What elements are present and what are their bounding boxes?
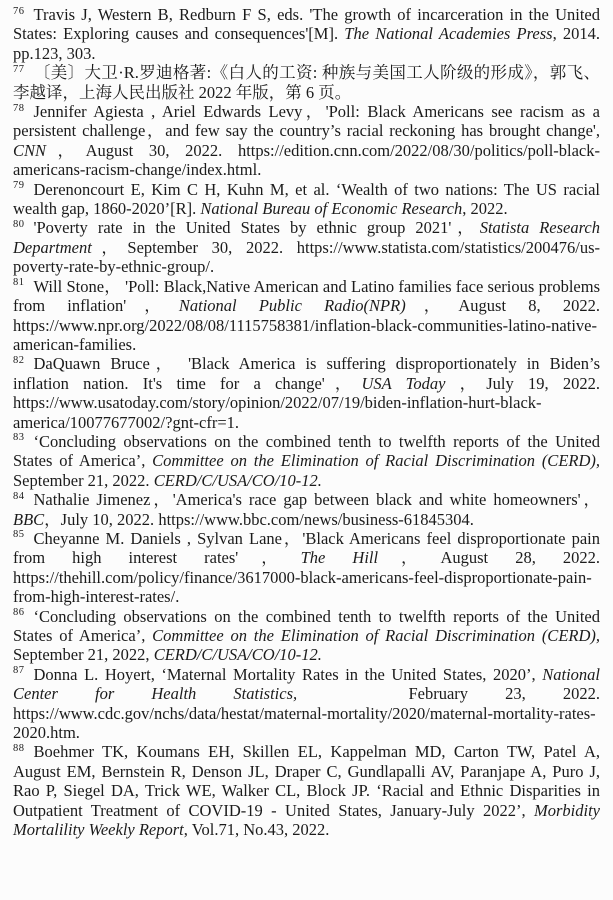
footnote-number: 83 [13,432,25,444]
footnote-source-name: CERD/C/USA/CO/10-12. [153,470,322,490]
footnote-text-segment: Derenoncourt E, Kim C H, Kuhn M, et al. ‘Wealth of two nations: The US racial wealth gap, 1860-2020’[R]. [13,179,600,219]
footnote-source-name: The Hill [300,548,379,568]
footnote-number: 87 [13,665,25,677]
footnote-item [13,102,600,180]
footnote-text [13,63,600,101]
footnote-text [13,277,600,354]
footnote-text-segment: ，August 28, 2022. [378,548,601,568]
footnote-source-name: Morbidity Mortalility Weekly Report [13,800,600,840]
footnote-number: 86 [13,607,25,619]
footnote-url: https://www.bbc.com/news/business-61845304. [158,509,474,529]
footnote-number: 79 [13,180,25,192]
footnote-text [13,218,600,276]
footnote-text [13,5,600,63]
footnote-text [13,607,600,665]
footnote-source-name: Committee on the Elimination of Racial Discrimination (CERD), [152,451,601,471]
footnote-source-name: National Public Radio(NPR) [178,296,406,316]
footnote-url: https://www.statista.com/statistics/200476/us-poverty-rate-by-ethnic-group/. [13,237,600,277]
footnote-number: 84 [13,490,25,502]
footnote-text-segment: , 2014. pp.123, 303. [13,24,601,63]
footnote-text [13,354,600,431]
footnote-text-segment: Travis J, Western B, Redburn F S, eds. 'The growth of incarceration in the United States: Exploring causes and consequences'[M]. [13,5,600,44]
footnote-text-segment: , 2022. [462,199,508,219]
footnote-text-segment: ，September 30, 2022. [91,237,297,257]
footnote-text-segment: Boehmer TK, Koumans EH, Skillen EL, Kappelman MD, Carton TW, Patel A, August EM, Bernstein R, Denson JL, Draper C, Gundlapalli AV, Paranjape A, Puro J, Rao P, Siegel DA, Trick WE, Walker CL, Block JP. ‘Racial and Ethnic Disparities in Outpatient Treatment of COVID-19 - United States, January-July 2022’, [13,742,600,820]
footnote-number: 77 [13,63,25,75]
footnote-item [13,665,600,743]
footnote-text-segment: Nathalie Jimenez，'America's race gap between black and white homeowners'， [33,490,600,510]
footnote-source-name: Committee on the Elimination of Racial Discrimination (CERD), [152,626,601,645]
footnote-text [13,742,600,839]
footnote-text-segment: Will Stone， 'Poll: Black,Native American and Latino families face serious problems from inflation'， [13,276,600,316]
footnote-number: 85 [13,529,25,541]
footnote-item [13,490,600,529]
footnote-list [13,5,600,839]
footnote-text-segment: September 21, 2022. [13,470,154,490]
footnote-text-segment: , Vol.71, No.43, 2022. [183,820,330,840]
footnote-item [13,5,600,63]
footnote-item [13,607,600,665]
footnote-text-segment: ‘Concluding observations on the combined tenth to twelfth reports of the United States of America’, [13,606,600,645]
footnote-text-segment: February 23, 2022. [297,684,600,704]
footnote-item [13,63,600,102]
footnote-number: 88 [13,742,25,754]
footnote-text-segment: DaQuawn Bruce， 'Black America is suffering disproportionately in Biden’s inflation nation. It's time for a change'， [13,354,600,393]
footnote-source-name: USA Today [361,373,446,393]
footnote-source-name: National Center for Health Statistics, [13,664,600,704]
footnote-text-segment: ，July 19, 2022. [445,373,600,393]
footnote-text-segment: Donna L. Hoyert, ‘Maternal Mortality Rates in the United States, 2020’, [33,664,543,684]
footnote-text-segment: Cheyanne M. Daniels , Sylvan Lane，'Black Americans feel disproportionate pain from high interest rates'， [13,528,600,568]
footnote-source-name: National Bureau of Economic Research [200,199,463,219]
footnote-item [13,218,600,276]
footnote-url: https://www.cdc.gov/nchs/data/hestat/maternal-mortality/2020/maternal-mortality-rates-2020.htm. [13,703,596,743]
footnote-text [13,529,600,606]
footnote-text [13,490,600,528]
footnote-url: https://www.usatoday.com/story/opinion/2022/07/19/biden-inflation-hurt-black-america/10077677002/?gnt-cfr=1. [13,393,542,432]
footnote-number: 81 [13,277,25,289]
footnote-source-name: Statista Research Department [13,218,601,257]
footnote-url: https://edition.cnn.com/2022/08/30/politics/poll-black-americans-racism-change/index.html. [13,140,600,180]
footnote-item [13,277,600,355]
footnote-text-segment: Jennifer Agiesta , Ariel Edwards Levy，'Poll: Black Americans see racism as a persistent challenge，and few say the country’s racial reckoning has brought change', [13,102,600,141]
footnote-number: 82 [13,354,25,366]
footnote-source-name: BBC [13,509,45,529]
footnote-text-segment: ，August 30, 2022. [46,140,238,160]
footnote-source-name: The National Academies Press [344,24,553,44]
footnote-item [13,354,600,432]
footnote-text [13,432,600,490]
footnote-source-name: CERD/C/USA/CO/10-12. [153,645,322,665]
footnote-text [13,180,600,218]
footnote-item [13,529,600,607]
footnote-text-segment: 'Poverty rate in the United States by ethnic group 2021'， [33,218,480,238]
footnote-text-segment: ，August 8, 2022. [405,296,600,316]
footnote-text-segment: ，July 10, 2022. [44,509,159,529]
footnote-source-name: CNN [13,140,47,160]
footnote-text [13,665,600,742]
footnote-number: 78 [13,102,25,114]
footnote-text-segment: 〔美〕大卫·R.罗迪格著:《白人的工资: 种族与美国工人阶级的形成》，郭飞、李越译，上海人民出版社 2022 年版，第 6 页。 [13,63,600,102]
footnote-text-segment: ‘Concluding observations on the combined tenth to twelfth reports of the United States of America’, [13,431,600,471]
footnote-number: 80 [13,218,25,230]
footnote-url: https://www.npr.org/2022/08/08/1115758381/inflation-black-communities-latino-native-american-families. [13,315,597,354]
footnote-number: 76 [13,5,25,17]
footnote-text-segment: September 21, 2022, [13,645,154,665]
footnote-item [13,432,600,490]
footnote-text [13,102,600,179]
footnote-item [13,742,600,839]
footnote-url: https://thehill.com/policy/finance/3617000-black-americans-feel-disproportionate-pain-from-high-interest-rates/. [13,567,592,607]
footnote-item [13,180,600,219]
